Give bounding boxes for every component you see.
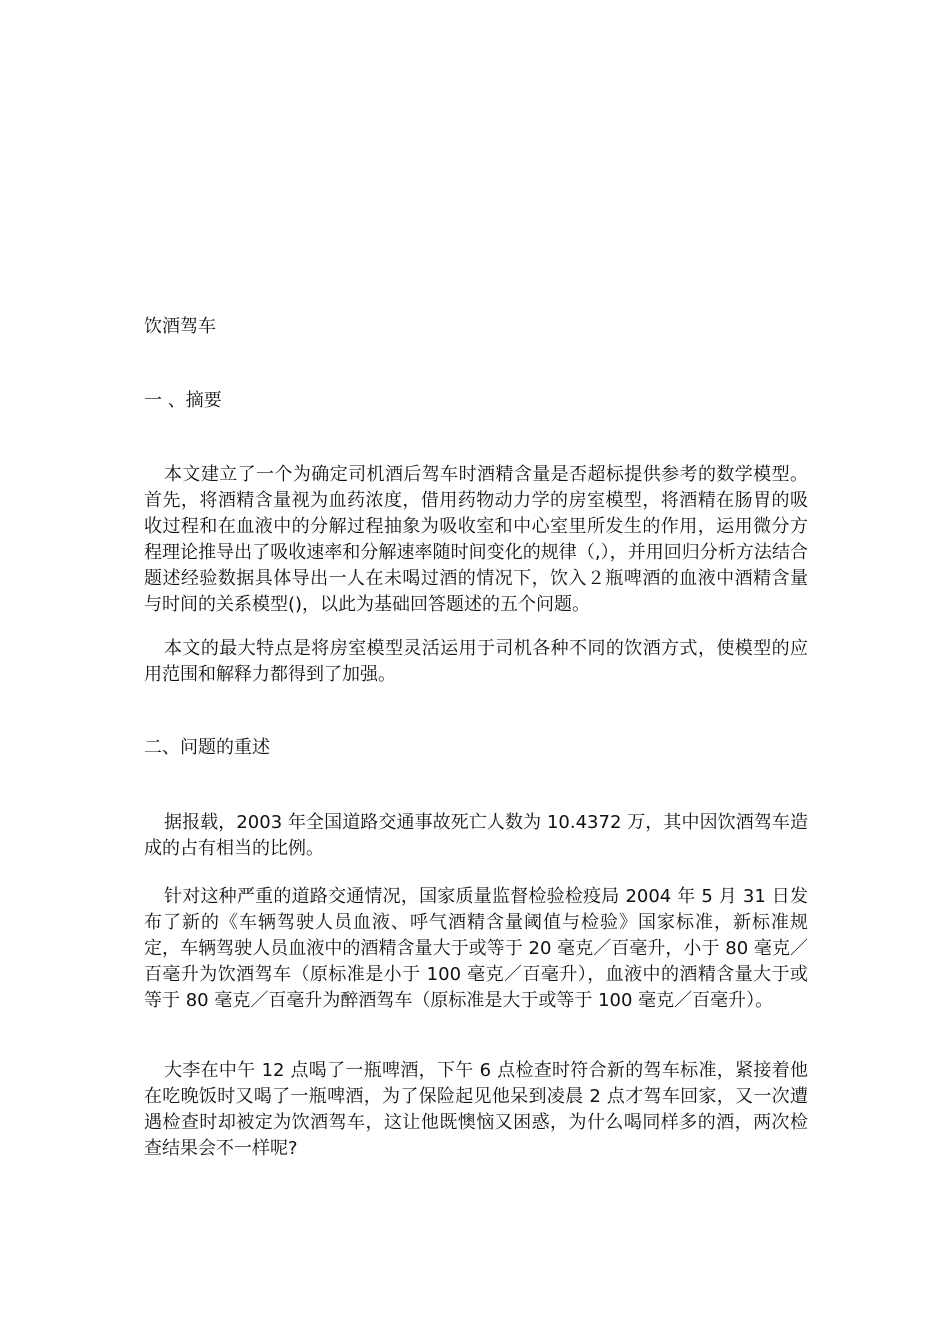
section-heading-restatement: 二、问题的重述 [144, 737, 270, 758]
document-title: 饮酒驾车 [144, 316, 216, 337]
abstract-paragraph: 本文建立了一个为确定司机酒后驾车时酒精含量是否超标提供参考的数学模型。首先，将酒精含量视为血药浓度，借用药物动力学的房室模型，将酒精在肠胃的吸收过程和在血液中的分解过程抽象为吸收室和中心室里所发生的作用，运用微分方程理论推导出了吸收速率和分解速率随时间变化的规律（,），并用回归分析方法结合题述经验数据具体导出一人在未喝过酒的情况下，饮入２瓶啤酒的血液中酒精含量与时间的关系模型()，以此为基础回答题述的五个问题。 [144, 464, 808, 615]
restatement-paragraph: 针对这种严重的道路交通情况，国家质量监督检验检疫局 2004 年 5 月 31 日发布了新的《车辆驾驶人员血液、呼气酒精含量阈值与检验》国家标准，新标准规定，车辆驾驶人员血液中的酒精含量大于或等于 20 毫克／百毫升，小于 80 毫克／百毫升为饮酒驾车（原标准是小于 100 毫克／百毫升），血液中的酒精含量大于或等于 80 毫克／百毫升为醉酒驾车（原标准是大于或等于 100 毫克／百毫升）。 [144, 886, 808, 1011]
section-heading-abstract: 一 、摘要 [144, 390, 222, 411]
restatement-paragraph: 据报载，2003 年全国道路交通事故死亡人数为 10.4372 万，其中因饮酒驾车造成的占有相当的比例。 [144, 812, 808, 859]
abstract-paragraph: 本文的最大特点是将房室模型灵活运用于司机各种不同的饮酒方式，使模型的应用范围和解释力都得到了加强。 [144, 638, 808, 685]
restatement-paragraph: 大李在中午 12 点喝了一瓶啤酒，下午 6 点检查时符合新的驾车标准，紧接着他在吃晚饭时又喝了一瓶啤酒，为了保险起见他呆到凌晨 2 点才驾车回家，又一次遭遇检查时却被定为饮酒驾车，这让他既懊恼又困惑，为什么喝同样多的酒，两次检查结果会不一样呢? [144, 1060, 808, 1159]
